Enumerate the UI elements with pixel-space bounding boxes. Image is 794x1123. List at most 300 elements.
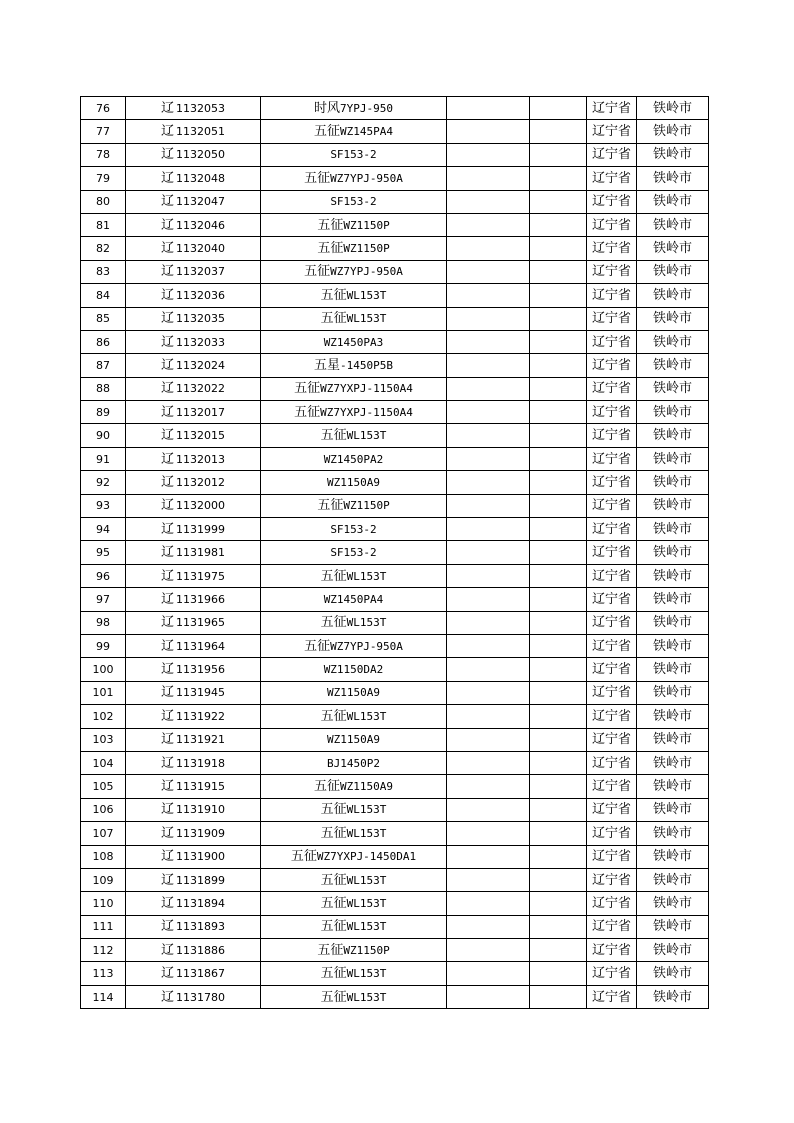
- empty-cell: [447, 494, 530, 517]
- plate-prefix: 辽: [160, 381, 174, 397]
- province: 辽宁省: [591, 685, 631, 701]
- table-row: [81, 167, 709, 190]
- plate-cell: [126, 494, 261, 517]
- model-prefix: 五征: [320, 966, 347, 982]
- empty-cell: [447, 611, 530, 634]
- province-cell: [587, 190, 637, 213]
- city-cell: [637, 939, 709, 962]
- model-prefix: 五征: [294, 404, 321, 420]
- empty-cell: [530, 892, 587, 915]
- province-cell: [587, 705, 637, 728]
- city-cell: [637, 728, 709, 751]
- table-row: [81, 611, 709, 634]
- province: 辽宁省: [591, 708, 631, 724]
- empty-cell: [530, 284, 587, 307]
- city-cell: [637, 330, 709, 353]
- plate-cell: [126, 237, 261, 260]
- plate-number: 1131909: [176, 826, 225, 840]
- model-prefix: 五征: [320, 287, 347, 303]
- model-code: WZ1150A9: [327, 686, 380, 700]
- row-number-cell: [81, 190, 126, 213]
- model-cell: [261, 681, 447, 704]
- plate-prefix: 辽: [160, 638, 174, 654]
- plate-number: 1132000: [176, 499, 225, 513]
- row-number: 111: [92, 920, 114, 934]
- empty-cell: [530, 260, 587, 283]
- model-code: WL153T: [346, 709, 387, 723]
- model-prefix: 五征: [317, 498, 344, 514]
- city: 铁岭市: [652, 170, 692, 186]
- empty-cell: [447, 237, 530, 260]
- plate-number: 1132051: [176, 125, 225, 139]
- city-cell: [637, 213, 709, 236]
- empty-cell: [530, 97, 587, 120]
- model-prefix: 五征: [320, 802, 347, 818]
- plate-prefix: 辽: [160, 872, 174, 888]
- model-code: SF153-2: [330, 148, 377, 162]
- province-cell: [587, 143, 637, 166]
- model-code: WL153T: [346, 312, 387, 326]
- empty-cell: [447, 120, 530, 143]
- row-number-cell: [81, 120, 126, 143]
- province-cell: [587, 611, 637, 634]
- plate-cell: [126, 424, 261, 447]
- city-cell: [637, 354, 709, 377]
- model-code: WL153T: [346, 873, 387, 887]
- row-number: 102: [92, 709, 114, 723]
- city: 铁岭市: [652, 474, 692, 490]
- plate-prefix: 辽: [160, 357, 174, 373]
- plate-cell: [126, 915, 261, 938]
- model-prefix: 五征: [304, 264, 331, 280]
- table-row: [81, 284, 709, 307]
- row-number-cell: [81, 915, 126, 938]
- row-number-cell: [81, 377, 126, 400]
- plate-number: 1131956: [176, 663, 225, 677]
- plate-number: 1132037: [176, 265, 225, 279]
- model-code: WZ1450PA3: [323, 335, 384, 349]
- plate-cell: [126, 822, 261, 845]
- plate-cell: [126, 471, 261, 494]
- empty-cell: [447, 658, 530, 681]
- model-cell: [261, 658, 447, 681]
- province: 辽宁省: [591, 100, 631, 116]
- model-prefix: 五征: [314, 124, 341, 140]
- model-cell: [261, 284, 447, 307]
- row-number: 81: [96, 218, 110, 232]
- city: 铁岭市: [652, 521, 692, 537]
- row-number: 87: [96, 358, 110, 372]
- plate-cell: [126, 401, 261, 424]
- table-row: [81, 775, 709, 798]
- province-cell: [587, 588, 637, 611]
- city-cell: [637, 892, 709, 915]
- row-number-cell: [81, 284, 126, 307]
- plate-number: 1131966: [176, 592, 225, 606]
- row-number-cell: [81, 822, 126, 845]
- model-code: WL153T: [346, 896, 387, 910]
- plate-number: 1132040: [176, 242, 225, 256]
- row-number-cell: [81, 728, 126, 751]
- model-code: BJ1450P2: [327, 756, 380, 770]
- city-cell: [637, 120, 709, 143]
- row-number-cell: [81, 588, 126, 611]
- row-number: 96: [96, 569, 110, 583]
- plate-cell: [126, 705, 261, 728]
- province: 辽宁省: [591, 334, 631, 350]
- empty-cell: [530, 377, 587, 400]
- city-cell: [637, 751, 709, 774]
- plate-number: 1131915: [176, 780, 225, 794]
- model-cell: [261, 845, 447, 868]
- city: 铁岭市: [652, 966, 692, 982]
- city: 铁岭市: [652, 568, 692, 584]
- model-cell: [261, 705, 447, 728]
- empty-cell: [530, 845, 587, 868]
- empty-cell: [530, 354, 587, 377]
- province: 辽宁省: [591, 919, 631, 935]
- city: 铁岭市: [652, 802, 692, 818]
- model-code: WZ1150P: [343, 218, 390, 232]
- model-code: WZ145PA4: [340, 125, 393, 139]
- city-cell: [637, 447, 709, 470]
- plate-cell: [126, 658, 261, 681]
- row-number: 95: [96, 546, 110, 560]
- model-prefix: 五征: [320, 311, 347, 327]
- empty-cell: [447, 401, 530, 424]
- row-number: 82: [96, 242, 110, 256]
- empty-cell: [530, 658, 587, 681]
- city: 铁岭市: [652, 732, 692, 748]
- plate-number: 1131921: [176, 733, 225, 747]
- plate-cell: [126, 681, 261, 704]
- plate-prefix: 辽: [160, 966, 174, 982]
- model-cell: [261, 822, 447, 845]
- row-number: 85: [96, 312, 110, 326]
- model-code: WL153T: [346, 990, 387, 1004]
- model-cell: [261, 354, 447, 377]
- empty-cell: [447, 377, 530, 400]
- city-cell: [637, 985, 709, 1008]
- row-number: 107: [92, 826, 114, 840]
- model-code: WZ1450PA2: [323, 452, 384, 466]
- city: 铁岭市: [652, 311, 692, 327]
- model-cell: [261, 611, 447, 634]
- plate-cell: [126, 354, 261, 377]
- model-cell: [261, 985, 447, 1008]
- plate-prefix: 辽: [160, 100, 174, 116]
- row-number-cell: [81, 985, 126, 1008]
- plate-prefix: 辽: [160, 147, 174, 163]
- model-prefix: 五征: [294, 381, 321, 397]
- row-number: 90: [96, 429, 110, 443]
- row-number: 88: [96, 382, 110, 396]
- table-row: [81, 634, 709, 657]
- row-number: 77: [96, 125, 110, 139]
- province: 辽宁省: [591, 732, 631, 748]
- city-cell: [637, 97, 709, 120]
- plate-prefix: 辽: [160, 428, 174, 444]
- empty-cell: [530, 401, 587, 424]
- province: 辽宁省: [591, 498, 631, 514]
- table-row: [81, 541, 709, 564]
- table-row: [81, 751, 709, 774]
- province: 辽宁省: [591, 311, 631, 327]
- table-row: [81, 658, 709, 681]
- model-prefix: 五征: [320, 919, 347, 935]
- empty-cell: [530, 705, 587, 728]
- province-cell: [587, 284, 637, 307]
- city-cell: [637, 564, 709, 587]
- plate-number: 1131999: [176, 522, 225, 536]
- model-cell: [261, 97, 447, 120]
- model-cell: [261, 892, 447, 915]
- province-cell: [587, 962, 637, 985]
- city: 铁岭市: [652, 194, 692, 210]
- empty-cell: [447, 915, 530, 938]
- province-cell: [587, 120, 637, 143]
- city: 铁岭市: [652, 708, 692, 724]
- empty-cell: [530, 190, 587, 213]
- model-cell: [261, 751, 447, 774]
- city-cell: [637, 167, 709, 190]
- empty-cell: [530, 237, 587, 260]
- empty-cell: [530, 588, 587, 611]
- table-row: [81, 260, 709, 283]
- row-number-cell: [81, 237, 126, 260]
- plate-cell: [126, 307, 261, 330]
- plate-cell: [126, 213, 261, 236]
- plate-prefix: 辽: [160, 755, 174, 771]
- province: 辽宁省: [591, 872, 631, 888]
- empty-cell: [530, 518, 587, 541]
- plate-cell: [126, 751, 261, 774]
- model-code: 7YPJ-950: [340, 101, 393, 115]
- empty-cell: [447, 728, 530, 751]
- model-prefix: 五征: [320, 428, 347, 444]
- empty-cell: [530, 775, 587, 798]
- province-cell: [587, 307, 637, 330]
- empty-cell: [447, 190, 530, 213]
- plate-prefix: 辽: [160, 545, 174, 561]
- table-row: [81, 330, 709, 353]
- plate-cell: [126, 775, 261, 798]
- city-cell: [637, 634, 709, 657]
- model-cell: [261, 634, 447, 657]
- row-number: 103: [92, 733, 114, 747]
- plate-number: 1132012: [176, 475, 225, 489]
- empty-cell: [530, 447, 587, 470]
- plate-number: 1132047: [176, 195, 225, 209]
- table-row: [81, 447, 709, 470]
- row-number: 86: [96, 335, 110, 349]
- model-prefix: 五征: [304, 638, 331, 654]
- row-number: 109: [92, 873, 114, 887]
- city-cell: [637, 260, 709, 283]
- table-row: [81, 939, 709, 962]
- plate-cell: [126, 377, 261, 400]
- row-number-cell: [81, 97, 126, 120]
- plate-number: 1131965: [176, 616, 225, 630]
- plate-number: 1131975: [176, 569, 225, 583]
- plate-prefix: 辽: [160, 919, 174, 935]
- empty-cell: [447, 868, 530, 891]
- plate-cell: [126, 447, 261, 470]
- province: 辽宁省: [591, 989, 631, 1005]
- row-number: 91: [96, 452, 110, 466]
- plate-cell: [126, 541, 261, 564]
- province-cell: [587, 354, 637, 377]
- model-code: WZ7YPJ-950A: [330, 265, 403, 279]
- plate-number: 1132048: [176, 171, 225, 185]
- row-number-cell: [81, 962, 126, 985]
- province: 辽宁省: [591, 545, 631, 561]
- province-cell: [587, 213, 637, 236]
- table-row: [81, 681, 709, 704]
- table-row: [81, 237, 709, 260]
- city-cell: [637, 471, 709, 494]
- empty-cell: [447, 518, 530, 541]
- city-cell: [637, 401, 709, 424]
- city: 铁岭市: [652, 241, 692, 257]
- plate-number: 1131910: [176, 803, 225, 817]
- province-cell: [587, 939, 637, 962]
- empty-cell: [530, 120, 587, 143]
- row-number: 106: [92, 803, 114, 817]
- empty-cell: [447, 681, 530, 704]
- row-number: 92: [96, 475, 110, 489]
- row-number: 99: [96, 639, 110, 653]
- model-code: WZ7YXPJ-1150A4: [320, 382, 413, 396]
- plate-number: 1132033: [176, 335, 225, 349]
- province-cell: [587, 822, 637, 845]
- model-code: WZ1150DA2: [323, 663, 384, 677]
- plate-number: 1132013: [176, 452, 225, 466]
- empty-cell: [530, 798, 587, 821]
- row-number-cell: [81, 213, 126, 236]
- city-cell: [637, 377, 709, 400]
- province: 辽宁省: [591, 779, 631, 795]
- province: 辽宁省: [591, 615, 631, 631]
- city: 铁岭市: [652, 451, 692, 467]
- model-code: WZ7YPJ-950A: [330, 639, 403, 653]
- plate-cell: [126, 284, 261, 307]
- table-row: [81, 564, 709, 587]
- plate-number: 1131900: [176, 850, 225, 864]
- plate-prefix: 辽: [160, 241, 174, 257]
- row-number: 89: [96, 405, 110, 419]
- row-number: 100: [92, 663, 114, 677]
- empty-cell: [447, 588, 530, 611]
- row-number: 94: [96, 522, 110, 536]
- plate-prefix: 辽: [160, 591, 174, 607]
- model-cell: [261, 728, 447, 751]
- plate-prefix: 辽: [160, 217, 174, 233]
- model-cell: [261, 868, 447, 891]
- plate-cell: [126, 143, 261, 166]
- model-code: WL153T: [346, 429, 387, 443]
- province: 辽宁省: [591, 662, 631, 678]
- city: 铁岭市: [652, 919, 692, 935]
- model-prefix: 五征: [320, 568, 347, 584]
- province: 辽宁省: [591, 428, 631, 444]
- model-code: WZ1150A9: [340, 780, 393, 794]
- plate-prefix: 辽: [160, 451, 174, 467]
- empty-cell: [447, 822, 530, 845]
- table-row: [81, 190, 709, 213]
- province-cell: [587, 447, 637, 470]
- row-number-cell: [81, 775, 126, 798]
- plate-number: 1131893: [176, 920, 225, 934]
- model-prefix: 五征: [320, 895, 347, 911]
- model-cell: [261, 330, 447, 353]
- row-number: 112: [92, 943, 114, 957]
- model-cell: [261, 471, 447, 494]
- table-row: [81, 143, 709, 166]
- row-number: 79: [96, 171, 110, 185]
- city-cell: [637, 143, 709, 166]
- row-number-cell: [81, 658, 126, 681]
- city-cell: [637, 611, 709, 634]
- province: 辽宁省: [591, 568, 631, 584]
- model-code: WZ1150A9: [327, 475, 380, 489]
- city: 铁岭市: [652, 825, 692, 841]
- model-code: WZ1150P: [343, 943, 390, 957]
- row-number: 110: [92, 896, 114, 910]
- city-cell: [637, 237, 709, 260]
- model-prefix: 五征: [317, 241, 344, 257]
- empty-cell: [530, 167, 587, 190]
- empty-cell: [447, 634, 530, 657]
- city-cell: [637, 798, 709, 821]
- province: 辽宁省: [591, 264, 631, 280]
- plate-cell: [126, 588, 261, 611]
- model-prefix: 五征: [304, 170, 331, 186]
- plate-cell: [126, 985, 261, 1008]
- model-code: WL153T: [346, 803, 387, 817]
- plate-prefix: 辽: [160, 942, 174, 958]
- plate-cell: [126, 728, 261, 751]
- plate-number: 1131899: [176, 873, 225, 887]
- city-cell: [637, 541, 709, 564]
- model-prefix: 时风: [314, 100, 341, 116]
- province: 辽宁省: [591, 241, 631, 257]
- plate-prefix: 辽: [160, 474, 174, 490]
- city: 铁岭市: [652, 498, 692, 514]
- city: 铁岭市: [652, 100, 692, 116]
- plate-number: 1131922: [176, 709, 225, 723]
- table-row: [81, 518, 709, 541]
- row-number-cell: [81, 868, 126, 891]
- city: 铁岭市: [652, 428, 692, 444]
- empty-cell: [530, 564, 587, 587]
- table-row: [81, 915, 709, 938]
- row-number: 108: [92, 850, 114, 864]
- row-number-cell: [81, 447, 126, 470]
- plate-prefix: 辽: [160, 662, 174, 678]
- row-number: 83: [96, 265, 110, 279]
- province-cell: [587, 751, 637, 774]
- empty-cell: [530, 143, 587, 166]
- plate-cell: [126, 868, 261, 891]
- empty-cell: [447, 167, 530, 190]
- city: 铁岭市: [652, 685, 692, 701]
- city: 铁岭市: [652, 217, 692, 233]
- table-row: [81, 213, 709, 236]
- empty-cell: [447, 143, 530, 166]
- plate-prefix: 辽: [160, 124, 174, 140]
- city: 铁岭市: [652, 147, 692, 163]
